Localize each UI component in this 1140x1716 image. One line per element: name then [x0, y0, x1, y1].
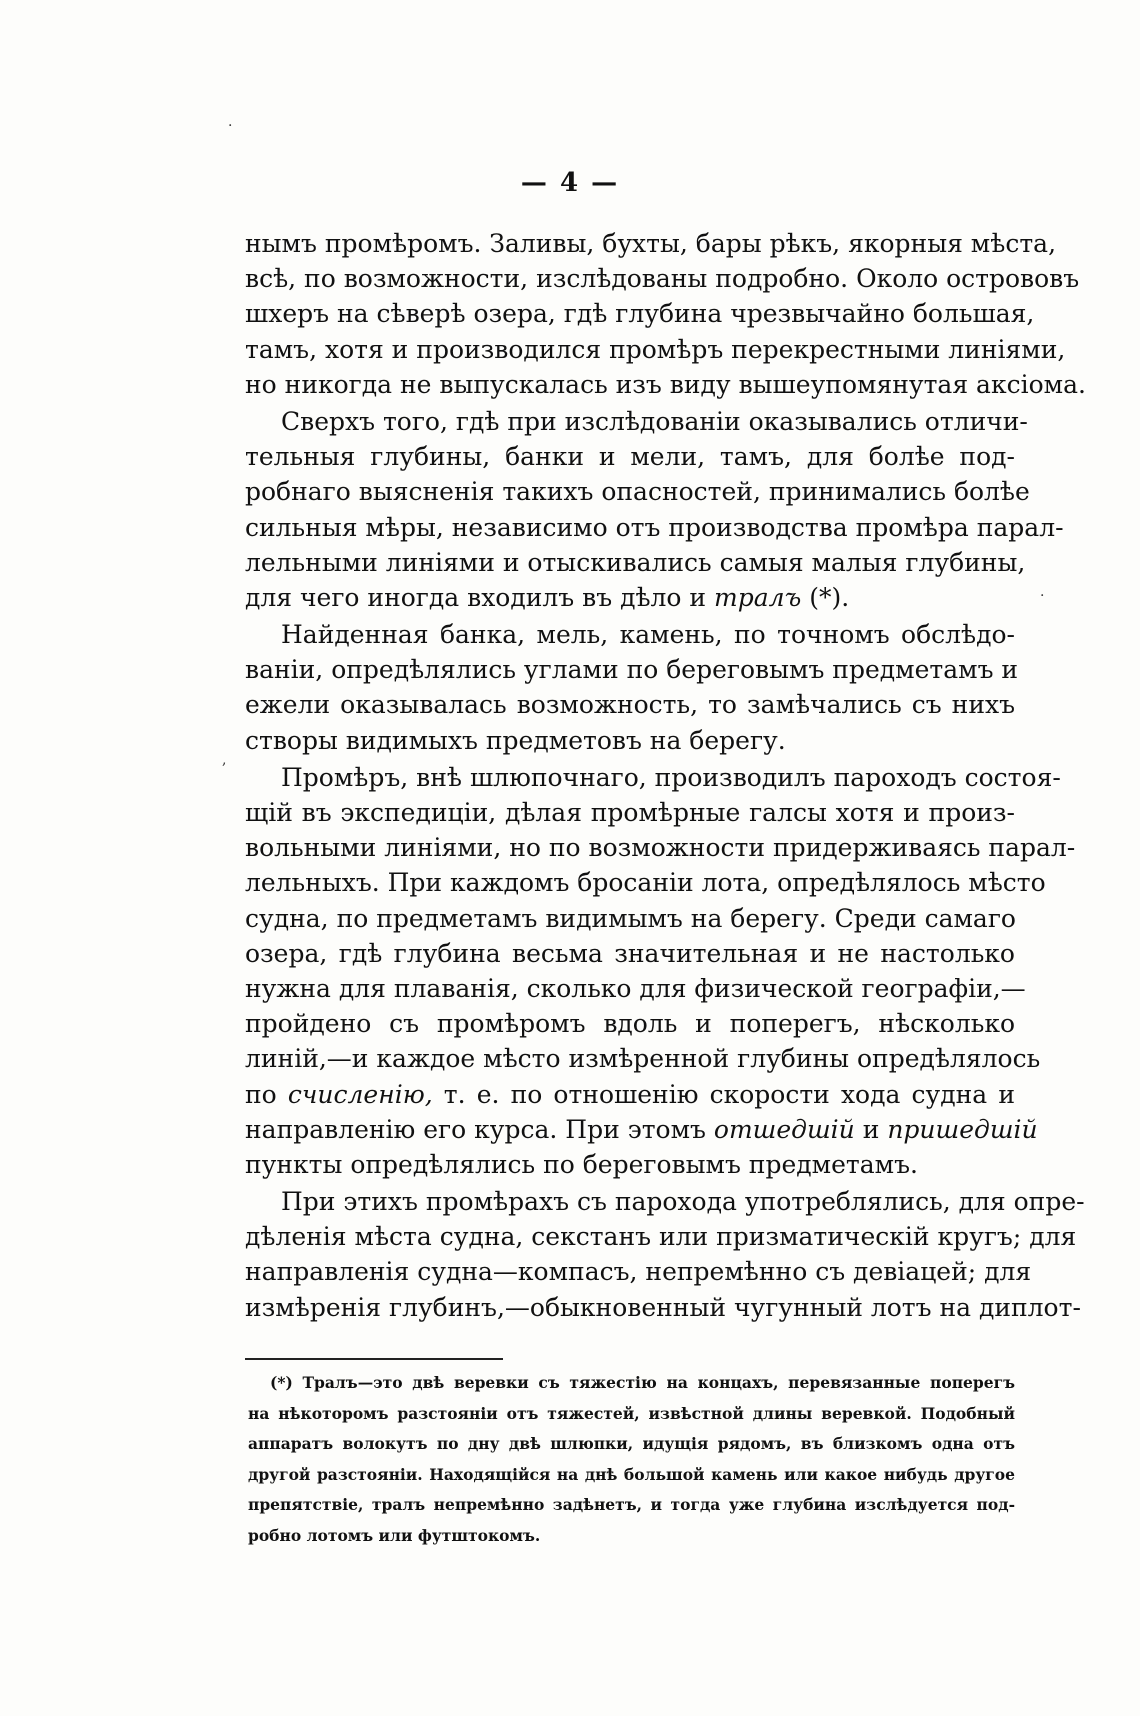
- page-number: — 4 —: [520, 168, 620, 198]
- footnote-line: робно лотомъ или футштокомъ.: [248, 1525, 541, 1545]
- print-speck: ·: [1040, 588, 1045, 604]
- footnote-divider: [245, 1358, 503, 1360]
- text-line: тамъ, хотя и производился промѣръ перекрестными линіями,: [245, 334, 1066, 364]
- text-line: измѣренія глубинъ,—обыкновенный чугунный лотъ на диплот-: [245, 1292, 1081, 1322]
- text-line: пункты опредѣлялись по береговымъ предметамъ.: [245, 1149, 918, 1179]
- print-speck: ,: [222, 752, 227, 768]
- text-line: робнаго выясненія такихъ опасностей, принимались болѣе: [245, 477, 1030, 507]
- text-line: нымъ промѣромъ. Заливы, бухты, бары рѣкъ, якорныя мѣста,: [245, 229, 1057, 258]
- text-segment: направленію его курса. При этомъ: [245, 1114, 706, 1144]
- text-line: пройдено съ промѣромъ вдоль и поперегъ, нѣсколько: [245, 1009, 1015, 1039]
- text-line: лельныхъ. При каждомъ бросаніи лота, опредѣлялось мѣсто: [245, 868, 1046, 898]
- footnote-line: другой разстояніи. Находящійся на днѣ большой камень или какое нибудь другое: [248, 1464, 1015, 1484]
- text-line: нужна для плаванія, сколько для физической географіи,—: [245, 973, 1026, 1003]
- text-line: линій,—и каждое мѣсто измѣренной глубины опредѣлялось: [245, 1044, 1041, 1074]
- text-line: сильныя мѣры, независимо отъ производства промѣра парал-: [245, 512, 1064, 542]
- text-line: направленія судна—компасъ, непремѣнно съ девіацей; для: [245, 1257, 1032, 1287]
- text-line: судна, по предметамъ видимымъ на берегу. Среди самаго: [245, 903, 1016, 933]
- text-line: дѣленія мѣста судна, секстанъ или призматическій кругъ; для: [245, 1222, 1077, 1252]
- text-line: ежели оказывалась возможность, то замѣчались съ нихъ: [245, 690, 1015, 720]
- text-line: озера, гдѣ глубина весьма значительная и не настолько: [245, 938, 1015, 968]
- footnote-line: на нѣкоторомъ разстояніи отъ тяжестей, извѣстной длины веревкой. Подобный: [248, 1403, 1015, 1423]
- footnote: [248, 1368, 1015, 1551]
- italic-term-prishedshiy: пришедшій: [887, 1114, 1038, 1144]
- text-line: Найденная банка, мель, камень, по точномъ обслѣдо-: [281, 620, 1015, 650]
- footnote-line: аппаратъ волокутъ по дну двѣ шлюпки, идущія рядомъ, въ близкомъ одна отъ: [248, 1434, 1015, 1453]
- text-segment: для чего иногда входилъ въ дѣло и: [245, 582, 707, 612]
- text-line: но никогда не выпускалась изъ виду вышеупомянутая аксіома.: [245, 369, 1086, 399]
- main-text: [245, 226, 1086, 1325]
- text-line: тельныя глубины, банки и мели, тамъ, для болѣе под-: [245, 442, 1015, 472]
- text-line: При этихъ промѣрахъ съ парохода употреблялись, для опре-: [281, 1187, 1085, 1217]
- text-line: ваніи, опредѣлялись углами по береговымъ предметамъ и: [245, 655, 1019, 685]
- italic-term-schisleniyu: счисленію,: [287, 1079, 433, 1109]
- italic-term-otshedshiy: отшедшій: [713, 1114, 855, 1144]
- footnote-line: препятствіе, тралъ непремѣнно задѣнетъ, и тогда уже глубина изслѣдуется под-: [248, 1495, 1015, 1514]
- text-line: [245, 1112, 1038, 1147]
- footnote-line: (*) Тралъ—это двѣ веревки съ тяжестію на концахъ, перевязанные поперегъ: [270, 1373, 1015, 1392]
- text-line: [245, 580, 1015, 615]
- text-line: Промѣръ, внѣ шлюпочнаго, производилъ пароходъ состоя-: [281, 762, 1061, 792]
- print-speck: ·: [228, 118, 233, 134]
- footnote-reference: (*).: [809, 582, 850, 612]
- text-line: Сверхъ того, гдѣ при изслѣдованіи оказывались отличи-: [281, 406, 1028, 436]
- text-segment: т. е. по отношенію скорости хода судна и: [443, 1079, 1015, 1109]
- text-line: шхеръ на сѣверѣ озера, гдѣ глубина чрезвычайно большая,: [245, 299, 1035, 329]
- text-line: вольными линіями, но по возможности придерживаясь парал-: [245, 833, 1076, 863]
- text-line: [245, 1077, 1015, 1112]
- text-line: створы видимыхъ предметовъ на берегу.: [245, 725, 786, 755]
- text-line: всѣ, по возможности, изслѣдованы подробно. Около острововъ: [245, 264, 1080, 294]
- text-line: щій въ экспедиціи, дѣлая промѣрные галсы хотя и произ-: [245, 798, 1015, 827]
- text-segment: по: [245, 1079, 277, 1109]
- text-segment: и: [862, 1114, 880, 1144]
- text-line: лельными линіями и отыскивались самыя малыя глубины,: [245, 547, 1026, 577]
- italic-term-tral: тралъ: [714, 582, 802, 612]
